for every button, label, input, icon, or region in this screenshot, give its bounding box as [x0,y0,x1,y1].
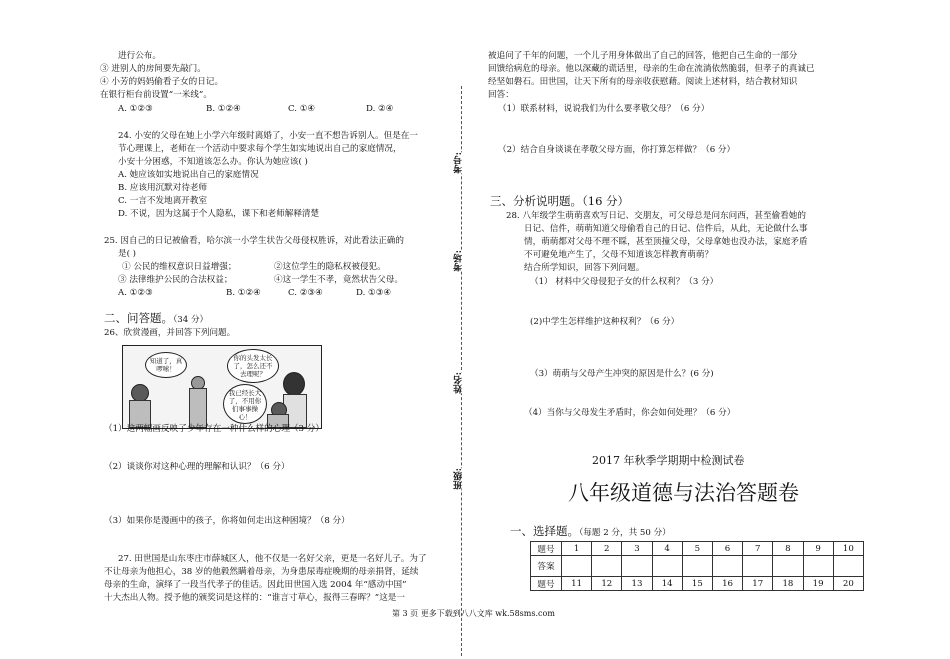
option: D. 不说，因为这属于个人隐私，课下和老师解释清楚 [118,209,320,219]
question-26-3: （3）如果你是漫画中的孩子，你将如何走出这种困境？（8 分） [104,516,350,526]
text-line: ④ 小芳的妈妈偷看子女的日记。 [100,77,224,87]
question-27: 27. 田世国是山东枣庄市薛城区人，他不仅是一名好父亲，更是一名好儿子。为了 [118,554,427,564]
table-cell: 6 [712,542,742,556]
answer-cell[interactable] [592,556,622,577]
exam-title: 2017 年秋季学期期中检测试卷 [592,454,745,467]
answer-cell[interactable] [803,556,833,577]
question-28: 日记、信件，萌萌知道父母偷看自己的日记、信件后，从此，无论做什么事 [524,224,808,234]
table-cell: 10 [833,542,863,556]
speech-bubble: 我已经长大了，不用你们事事操心！ [223,384,267,424]
table-cell: 12 [592,577,622,591]
section-3-title: 三、分析说明题。（16 分） [490,194,630,208]
question-28: 不可避免地产生了，父母不知道该怎样教育萌萌？ [524,250,714,260]
table-cell: 11 [562,577,592,591]
question-25: 是( ) [118,249,137,259]
question-28: 28. 八年级学生萌萌喜欢写日记、交朋友，可父母总是问东问西，甚至偷看她的 [506,211,806,221]
answer-cell[interactable] [562,556,592,577]
table-cell: 7 [743,542,773,556]
option: D. ②④ [366,104,394,114]
statement: ① 公民的维权意识日益增强； [122,262,237,272]
statement: ④这一学生不孝，竟然状告父母。 [274,275,403,285]
question-27-cont: 经坚如磐石。田世国，让天下所有的母亲收获慰藉。阅读上述材料，结合教材知识 [488,77,798,87]
kaohao-label: 考号: [454,152,464,174]
xingming-label: 姓名: [454,372,464,394]
answer-cell[interactable] [682,556,712,577]
option: C. ①④ [288,104,316,114]
question-27: 母亲的生命，演绎了一段当代孝子的佳话。因此田世国入选 2004 年“感动中国” [104,580,407,590]
answer-cell[interactable] [622,556,652,577]
question-27-cont: 回答： [488,90,514,100]
section-1-title: 一、选择题。（每题 2 分，共 50 分） [510,524,671,538]
table-cell: 19 [803,577,833,591]
answer-cell[interactable] [773,556,803,577]
option: C. 一言不发地离开教室 [118,196,208,206]
table-cell: 13 [622,577,652,591]
option: A. ①②③ [118,104,153,114]
table-cell: 15 [682,577,712,591]
option: C. ②③④ [288,288,323,298]
page-footer: 第 3 页 更多下载到八八文库 wk.58sms.com [392,609,555,618]
question-28: 情，萌萌都对父母不理不睬，甚至顶撞父母，父母拿她也没办法，家庭矛盾 [524,237,808,247]
table-cell: 2 [592,542,622,556]
statement: ③ 法律维护公民的合法权益； [118,275,233,285]
table-cell: 14 [652,577,682,591]
table-cell: 16 [712,577,742,591]
question-26-2: （2）谈谈你对这种心理的理解和认识？（6 分） [104,462,290,472]
table-cell: 1 [562,542,592,556]
option: D. ①③④ [356,288,392,298]
answer-table [530,541,864,591]
option: B. ①②④ [226,288,261,298]
text-line: ③ 进别人的房间要先敲门。 [100,64,206,74]
question-27-1: （1）联系材料，说说我们为什么要孝敬父母？（6 分） [498,104,710,114]
woman-figure [283,372,305,396]
table-row [531,556,864,577]
table-cell: 4 [652,542,682,556]
question-28: 结合所学知识，回答下列问题。 [524,263,645,273]
kaochang-label: 考场: [454,250,464,272]
option: B. ①②④ [206,104,241,114]
table-cell: 9 [803,542,833,556]
speech-bubble: 你的头发太长了，怎么还不去理呢？ [227,349,279,383]
table-header-cell: 题号 [531,577,562,591]
question-24: 节心理课上，老师在一个活动中要求每个学生如实地说出自己的家庭情况， [118,144,402,154]
answer-cell[interactable] [652,556,682,577]
option: A. ①②③ [118,288,153,298]
question-27: 不让母亲为他担心，38 岁的他毅然瞒着母亲，为身患尿毒症晚期的母亲捐肾，延续 [104,567,419,577]
section-2-title: 二、问答题。（34 分） [104,311,209,325]
table-cell: 5 [682,542,712,556]
option: A. 她应该如实地说出自己的家庭情况 [118,170,259,180]
answer-cell[interactable] [833,556,863,577]
table-cell: 8 [773,542,803,556]
question-28-3: （3）萌萌与父母产生冲突的原因是什么？(6 分) [530,369,714,379]
table-row [531,577,864,591]
question-27-2: （2）结合自身谈谈在孝敬父母方面，你打算怎样做？（6 分） [498,145,736,155]
comic-image [122,345,322,429]
question-28-2: (2)中学生怎样维护这种权利？（6 分） [530,317,680,327]
speech-bubble: 知道了，真啰嗦！ [145,352,187,378]
text-line: 进行公布。 [118,51,161,61]
table-cell: 18 [773,577,803,591]
table-header-cell: 题号 [531,542,562,556]
table-header-cell: 答案 [531,556,562,577]
question-27: 十大杰出人物。授予他的颁奖词是这样的：“谁言寸草心，报得三春晖？”这是一 [104,593,405,603]
paper-title: 八年级道德与法治答题卷 [568,481,799,505]
table-row [531,542,864,556]
option: B. 应该用沉默对待老师 [118,183,208,193]
statement: ②这位学生的隐私权被侵犯。 [274,262,386,272]
question-24: 小安十分困惑，不知道该怎么办。你认为她应该( ) [118,157,308,167]
adult-figure [189,388,207,428]
question-25: 25. 因自己的日记被偷看，哈尔滨一小学生状告父母侵权胜诉，对此看法正确的 [104,236,404,246]
question-26-1: （1）这两幅画反映了少年存在一种什么样的心理（3 分） [104,424,324,434]
answer-cell[interactable] [743,556,773,577]
question-26: 26、欣赏漫画，并回答下列问题。 [104,328,236,338]
banji-label: 班级: [454,468,464,490]
answer-cell[interactable] [712,556,742,577]
question-28-1: （1） 材料中父母侵犯子女的什么权利？（3 分） [530,277,719,287]
question-24: 24. 小安的父母在她上小学六年级时离婚了，小安一直不想告诉别人。但是在一 [118,131,418,141]
text-line: 在银行柜台前设置“一米线”。 [100,90,212,100]
table-cell: 17 [743,577,773,591]
table-cell: 3 [622,542,652,556]
question-28-4: （4）当你与父母发生矛盾时，你会如何处理？（6 分） [524,408,736,418]
question-27-cont: 回馈给病危的母亲。他以深藏的谎话里，母亲的生命在流淌依然脆弱，但孝子的真诚已 [488,64,815,74]
table-cell: 20 [833,577,863,591]
question-27-cont: 被追问了千年的问题，一个儿子用身体做出了自己的回答，他把自己生命的一部分 [488,51,798,61]
